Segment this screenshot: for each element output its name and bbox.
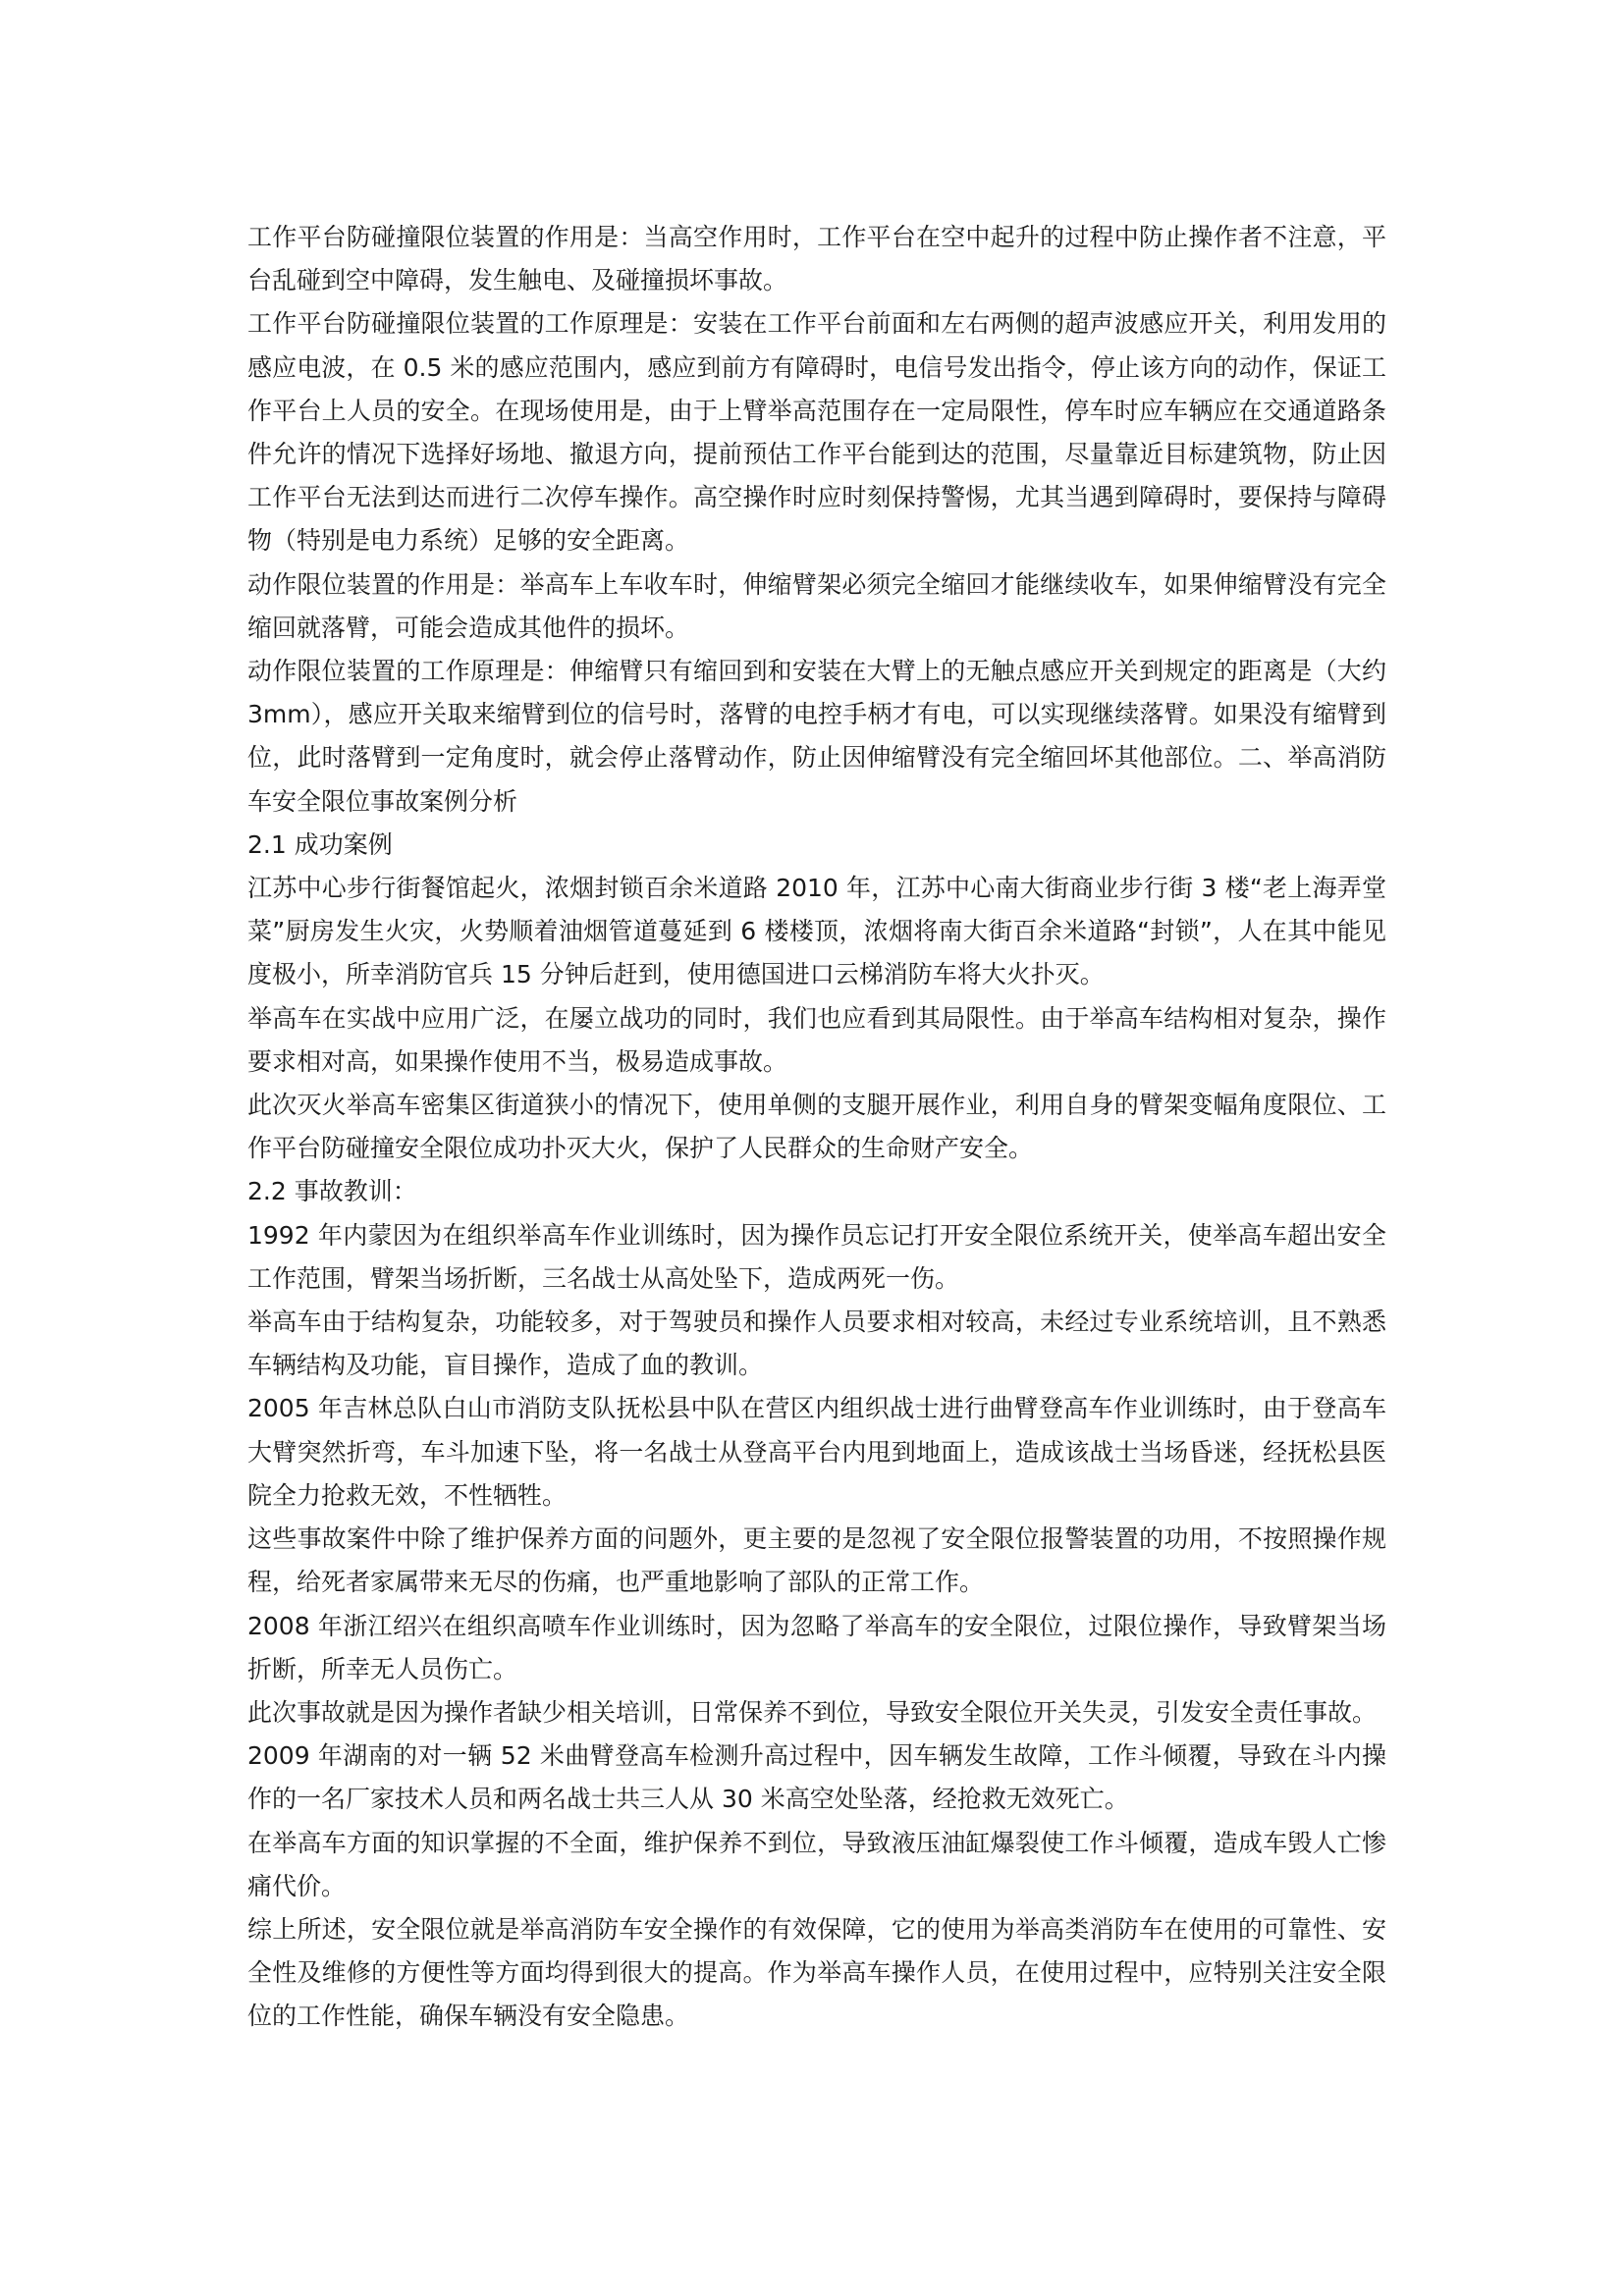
paragraph-1992-inner-mongolia: 1992 年内蒙因为在组织举高车作业训练时，因为操作员忘记打开安全限位系统开关，使举高车超出安全工作范围，臂架当场折断，三名战士从高处坠下，造成两死一伤。 — [247, 1220, 1386, 1293]
paragraph-2005-jilin: 2005 年吉林总队白山市消防支队抚松县中队在营区内组织战士进行曲臂登高车作业训练时，由于登高车大臂突然折弯，车斗加速下坠，将一名战士从登高平台内甩到地面上，造成该战士当场昏迷，经抚松县医院全力抢救无效，不性牺牲。 — [247, 1394, 1386, 1510]
paragraph-conclusion: 综上所述，安全限位就是举高消防车安全操作的有效保障，它的使用为举高类消防车在使用的可靠性、安全性及维修的方便性等方面均得到很大的提高。作为举高车操作人员，在使用过程中，应特别关注安全限位的工作性能，确保车辆没有安全隐患。 — [247, 1914, 1386, 2031]
paragraph-motion-limit-purpose: 动作限位装置的作用是：举高车上车收车时，伸缩臂架必须完全缩回才能继续收车，如果伸缩臂没有完全缩回就落臂，可能会造成其他件的损坏。 — [247, 569, 1386, 642]
paragraph-platform-anticollision-principle: 工作平台防碰撞限位装置的工作原理是：安装在工作平台前面和左右两侧的超声波感应开关，利用发用的感应电波，在 0.5 米的感应范围内，感应到前方有障碍时，电信号发出指令，停止该方向的动作，保证工作平台上人员的安全。在现场使用是，由于上臂举高范围存在一定局限性，停车时应车辆应在交通道路条件允许的情况下选择好场地、撤退方向，提前预估工作平台能到达的范围，尽量靠近目标建筑物，防止因工作平台无法到达而进行二次停车操作。高空操作时应时刻保持警惕，尤其当遇到障碍时，要保持与障碍物（特别是电力系统）足够的安全距离。 — [247, 309, 1386, 556]
paragraph-motion-limit-principle: 动作限位装置的工作原理是：伸缩臂只有缩回到和安装在大臂上的无触点感应开关到规定的距离是（大约 3mm），感应开关取来缩臂到位的信号时，落臂的电控手柄才有电，可以实现继续落臂。如果没有缩臂到位，此时落臂到一定角度时，就会停止落臂动作，防止因伸缩臂没有完全缩回坏其他部位。二、举高消防车安全限位事故案例分析 — [247, 657, 1386, 816]
paragraph-accident-causes: 这些事故案件中除了维护保养方面的问题外，更主要的是忽视了安全限位报警装置的功用，不按照操作规程，给死者家属带来无尽的伤痛，也严重地影响了部队的正常工作。 — [247, 1524, 1386, 1597]
document-body — [247, 216, 1386, 2039]
paragraph-2008-cause: 此次事故就是因为操作者缺少相关培训，日常保养不到位，导致安全限位开关失灵，引发安全责任事故。 — [247, 1697, 1378, 1727]
paragraph-jiangsu-fire-case: 江苏中心步行街餐馆起火，浓烟封锁百余米道路 2010 年，江苏中心南大街商业步行街 3 楼“老上海弄堂菜”厨房发生火灾，火势顺着油烟管道蔓延到 6 楼楼顶，浓烟将南大街百余米道路“封锁”，人在其中能见度极小，所幸消防官兵 15 分钟后赶到，使用德国进口云梯消防车将大火扑灭。 — [247, 874, 1386, 989]
paragraph-aerial-truck-limitations: 举高车在实战中应用广泛，在屡立战功的同时，我们也应看到其局限性。由于举高车结构相对复杂，操作要求相对高，如果操作使用不当，极易造成事故。 — [247, 1003, 1386, 1076]
paragraph-2009-cause: 在举高车方面的知识掌握的不全面，维护保养不到位，导致液压油缸爆裂使工作斗倾覆，造成车毁人亡惨痛代价。 — [247, 1828, 1386, 1900]
paragraph-2008-zhejiang: 2008 年浙江绍兴在组织高喷车作业训练时，因为忽略了举高车的安全限位，过限位操作，导致臂架当场折断，所幸无人员伤亡。 — [247, 1611, 1386, 1683]
section-heading-success-cases: 2.1 成功案例 — [247, 829, 393, 859]
paragraph-firefighting-success: 此次灭火举高车密集区街道狭小的情况下，使用单侧的支腿开展作业，利用自身的臂架变幅角度限位、工作平台防碰撞安全限位成功扑灭大火，保护了人民群众的生命财产安全。 — [247, 1091, 1386, 1163]
paragraph-2009-hunan: 2009 年湖南的对一辆 52 米曲臂登高车检测升高过程中，因车辆发生故障，工作斗倾覆，导致在斗内操作的一名厂家技术人员和两名战士共三人从 30 米高空处坠落，经抢救无效死亡。 — [247, 1741, 1386, 1814]
section-heading-accident-lessons: 2.2 事故教训： — [247, 1177, 417, 1206]
paragraph-training-lesson: 举高车由于结构复杂，功能较多，对于驾驶员和操作人员要求相对较高，未经过专业系统培训，且不熟悉车辆结构及功能，盲目操作，造成了血的教训。 — [247, 1308, 1386, 1380]
paragraph-platform-anticollision-purpose: 工作平台防碰撞限位装置的作用是：当高空作用时，工作平台在空中起升的过程中防止操作者不注意，平台乱碰到空中障碍，发生触电、及碰撞损坏事故。 — [247, 223, 1386, 295]
